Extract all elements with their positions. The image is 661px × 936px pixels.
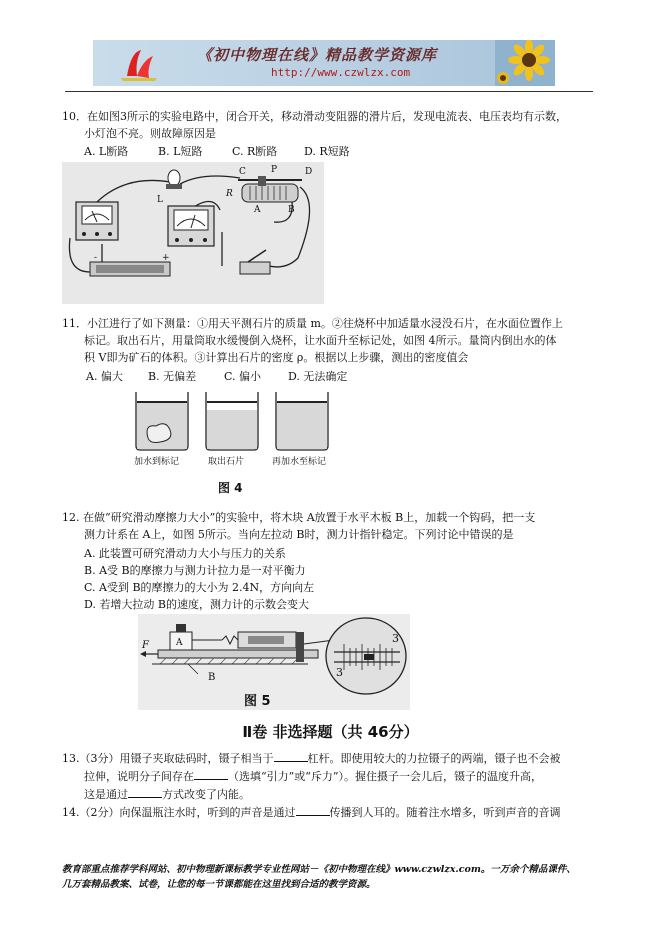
- q11-stem-line1: 11．小江进行了如下测量：①用天平测石片的质量 m。②往烧杯中加适量水浸没石片，在水面位置作上: [62, 317, 563, 330]
- q13-line2-b: （选填“引力”或“斥力”）。握住摄子一会儿后，镊子的温度升高，: [228, 770, 542, 783]
- q14-line1: [62, 804, 561, 821]
- beaker-1-label: 加水到标记: [134, 457, 180, 467]
- sunflower-icon: [495, 40, 555, 86]
- scale-label-left: 3: [336, 666, 343, 679]
- figure-3-circuit: [62, 162, 324, 304]
- beaker-2-label: 取出石片: [208, 457, 245, 467]
- q13-blank-2[interactable]: [194, 769, 228, 780]
- figure-5-caption: 图 5: [244, 694, 271, 709]
- label-d: D: [305, 167, 313, 177]
- label-b: B: [288, 205, 295, 215]
- q13-line1-b: 杠杆。即使用较大的力拉镊子的两端，镊子也不会被: [307, 752, 561, 765]
- label-c: C: [239, 167, 246, 177]
- label-f: F: [142, 640, 149, 651]
- q13-line2: [84, 768, 542, 785]
- q13-line2-a: 拉伸，说明分子间存在: [84, 770, 194, 783]
- label-b: B: [208, 672, 216, 683]
- label-a: A: [254, 205, 261, 215]
- q10-option-b: B. L短路: [158, 145, 203, 158]
- q13-blank-3[interactable]: [128, 787, 162, 798]
- banner-title: 《初中物理在线》精品教学资源库: [197, 46, 438, 64]
- q13-line1: [62, 750, 561, 767]
- label-p: P: [271, 165, 278, 175]
- label-r: R: [226, 189, 233, 199]
- footer: [62, 862, 576, 892]
- banner-url[interactable]: http://www.czwlzx.com: [271, 66, 411, 79]
- q14-line1-b: 传播到人耳的。随着注水增多，听到声音的音调: [329, 806, 561, 819]
- q12-option-c: C. A受到 B的摩擦力的大小为 2.4N，方向向左: [84, 581, 315, 594]
- q12-stem-line1: 12. 在做“研究滑动摩擦力大小”的实验中，将木块 A放置于水平木板 B上，加载一个钩码，把一支: [62, 511, 536, 524]
- q10-option-a: A. L断路: [84, 145, 129, 158]
- header-rule: [65, 91, 593, 92]
- q10-stem-line2: 小灯泡不亮。则故障原因是: [84, 127, 216, 140]
- label-minus: -: [94, 253, 98, 263]
- label-a: A: [176, 638, 183, 648]
- q12-option-a: A. 此装置可研究滑动力大小与压力的关系: [84, 547, 286, 560]
- q11-option-a: A. 偏大: [86, 370, 123, 383]
- q12-stem-line2: 测力计系在 A上，如图 5所示。当向左拉动 B时，测力计指针稳定。下列讨论中错误的是: [84, 528, 514, 541]
- figure-4-beakers: [130, 388, 336, 468]
- q13-line3: [84, 786, 250, 803]
- footer-line1: 教育部重点推荐学科网站、初中物理新课标教学专业性网站－《初中物理在线》www.czwlzx.com。一万余个精品课件、: [62, 864, 576, 875]
- beaker-3-label: 再加水至标记: [272, 457, 327, 467]
- q13-line1-a: 13.（3分）用镊子夹取砝码时，镊子相当于: [62, 752, 274, 765]
- q14-line1-a: 14.（2分）向保温瓶注水时，听到的声音是通过: [62, 806, 296, 819]
- q13-blank-1[interactable]: [274, 751, 308, 762]
- label-plus: +: [162, 253, 170, 263]
- q12-option-d: D. 若增大拉动 B的速度，测力计的示数会变大: [84, 598, 309, 611]
- q10-option-d: D. R短路: [304, 145, 350, 158]
- q11-option-c: C. 偏小: [224, 370, 262, 383]
- q10-stem-line1: 10．在如图3所示的实验电路中，闭合开关，移动滑动变阻器的滑片后，发现电流表、电压表均有示数，: [62, 110, 567, 123]
- q10-option-c: C. R断路: [232, 145, 278, 158]
- q13-line3-b: 方式改变了内能。: [162, 788, 250, 801]
- q13-line3-a: 这是通过: [84, 788, 128, 801]
- figure-5-friction: [138, 614, 410, 710]
- footer-line2: 几万套精品教案、试卷，让您的每一节课都能在这里找到合适的教学资源。: [62, 879, 376, 890]
- scale-label-right: 3: [392, 632, 399, 645]
- battery-icon: [90, 262, 170, 276]
- figure-4-caption: 图 4: [218, 481, 243, 495]
- q11-option-d: D. 无法确定: [288, 370, 348, 383]
- section-title: Ⅱ卷 非选择题（共 46分）: [242, 723, 419, 741]
- q14-blank-1[interactable]: [296, 805, 330, 816]
- q11-stem-line3: 积 V即为矿石的体积。③计算出石片的密度 ρ。根据以上步骤，测出的密度值会: [84, 351, 469, 364]
- q11-stem-line2: 标记。取出石片，用量筒取水缓慢倒入烧杯，让水面升至标记处，如图 4所示。量筒内倒出水的体: [84, 334, 557, 347]
- voltmeter-icon: [168, 206, 214, 246]
- site-logo-icon: [119, 46, 159, 82]
- header-banner: [93, 40, 555, 86]
- ammeter-icon: [76, 202, 118, 240]
- q11-option-b: B. 无偏差: [148, 370, 197, 383]
- magnified-scale-icon: [326, 618, 406, 694]
- q12-option-b: B. A受 B的摩擦力与测力计拉力是一对平衡力: [84, 564, 306, 577]
- label-l: L: [157, 195, 163, 205]
- rheostat-icon: [238, 176, 302, 202]
